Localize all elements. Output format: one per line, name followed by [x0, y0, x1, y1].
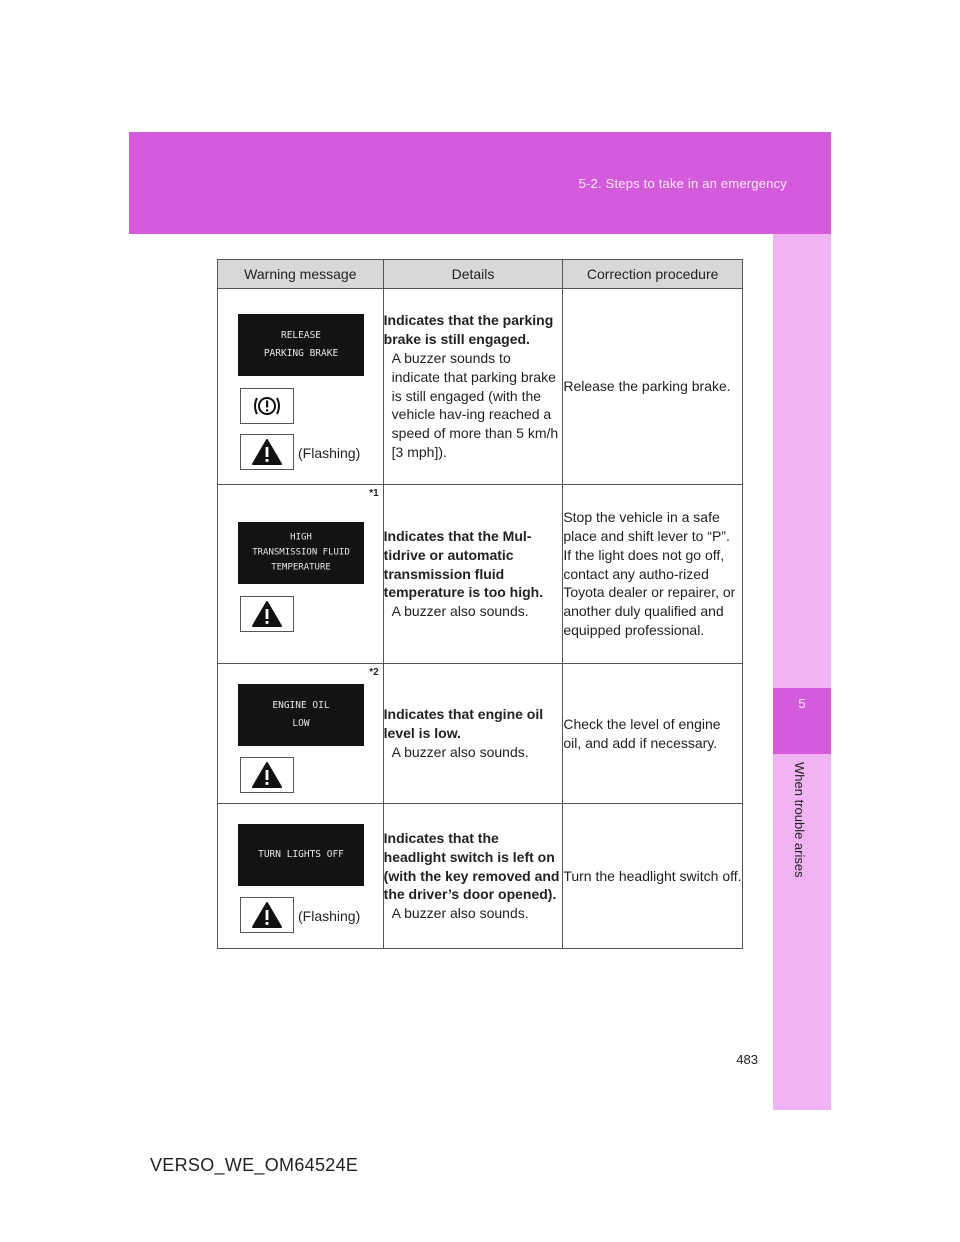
column-header-details: Details [383, 260, 563, 289]
column-header-correction: Correction procedure [563, 260, 743, 289]
details-text: A buzzer also sounds. [391, 743, 529, 760]
display-line: PARKING BRAKE [263, 348, 339, 359]
brake-warning-icon [240, 388, 294, 424]
warning-message-cell [218, 485, 384, 664]
chapter-number-box [773, 688, 831, 754]
display-line: RELEASE [280, 330, 322, 341]
details-summary: Indicates that the Mul-tidrive or automatic transmission fluid temperature is too high. [383, 528, 544, 601]
details-cell [383, 289, 563, 485]
chapter-number: 5 [798, 696, 806, 711]
table-row [218, 664, 743, 804]
display-panel-turn-lights-off [238, 824, 364, 886]
flashing-label: (Flashing) [298, 908, 361, 924]
details-cell [383, 664, 563, 804]
table-row [218, 485, 743, 664]
display-panel-release-parking-brake [238, 314, 364, 376]
footnote-marker: *1 [369, 488, 379, 499]
warning-message-cell [218, 664, 384, 804]
warning-message-table [217, 259, 743, 949]
details-text: A buzzer also sounds. [391, 603, 529, 620]
table-row [218, 289, 743, 485]
display-panel-high-transmission-fluid-temperature [238, 522, 364, 584]
display-line: TEMPERATURE [271, 562, 331, 573]
master-warning-icon [240, 757, 294, 793]
display-panel-engine-oil-low [238, 684, 364, 746]
correction-cell: Check the level of engine oil, and add if necessary. [563, 664, 743, 804]
table-header-row [218, 260, 743, 289]
chapter-side-tab [773, 234, 831, 1110]
flashing-label: (Flashing) [298, 445, 361, 461]
display-line: TURN LIGHTS OFF [258, 849, 344, 860]
warning-message-cell [218, 804, 384, 949]
footnote-marker: *2 [369, 667, 379, 678]
correction-cell: Turn the headlight switch off. [563, 804, 743, 949]
details-cell [383, 485, 563, 664]
details-text: A buzzer sounds to indicate that parking brake is still engaged (with the vehicle hav-ing reached a speed of more than 5 km/h [3 mph]). [391, 349, 559, 460]
details-cell [383, 804, 563, 949]
display-line: ENGINE OIL [272, 700, 330, 711]
master-warning-icon [240, 897, 294, 933]
column-header-warning-message: Warning message [218, 260, 384, 289]
document-code: VERSO_WE_OM64524E [150, 1155, 359, 1175]
details-summary: Indicates that the parking brake is still engaged. [383, 312, 554, 348]
section-title: 5-2. Steps to take in an emergency [578, 176, 787, 191]
master-warning-icon [240, 434, 294, 470]
display-line: TRANSMISSION FLUID [252, 547, 350, 558]
display-line: HIGH [290, 532, 312, 543]
page-number: 483 [736, 1052, 758, 1067]
table-row [218, 804, 743, 949]
header-band [129, 132, 831, 234]
details-text: A buzzer also sounds. [391, 905, 529, 922]
details-summary: Indicates that the headlight switch is left on (with the key removed and the driver’s door opened). [383, 830, 560, 903]
master-warning-icon [240, 596, 294, 632]
correction-cell: Release the parking brake. [563, 289, 743, 485]
warning-message-cell [218, 289, 384, 485]
correction-cell: Stop the vehicle in a safe place and shift lever to “P”. If the light does not go off, contact any autho-rized Toyota dealer or repairer, or another duly qualified and equipped professional. [563, 485, 743, 664]
chapter-title: When trouble arises [792, 762, 807, 878]
details-summary: Indicates that engine oil level is low. [383, 706, 544, 742]
display-line: LOW [292, 718, 310, 729]
